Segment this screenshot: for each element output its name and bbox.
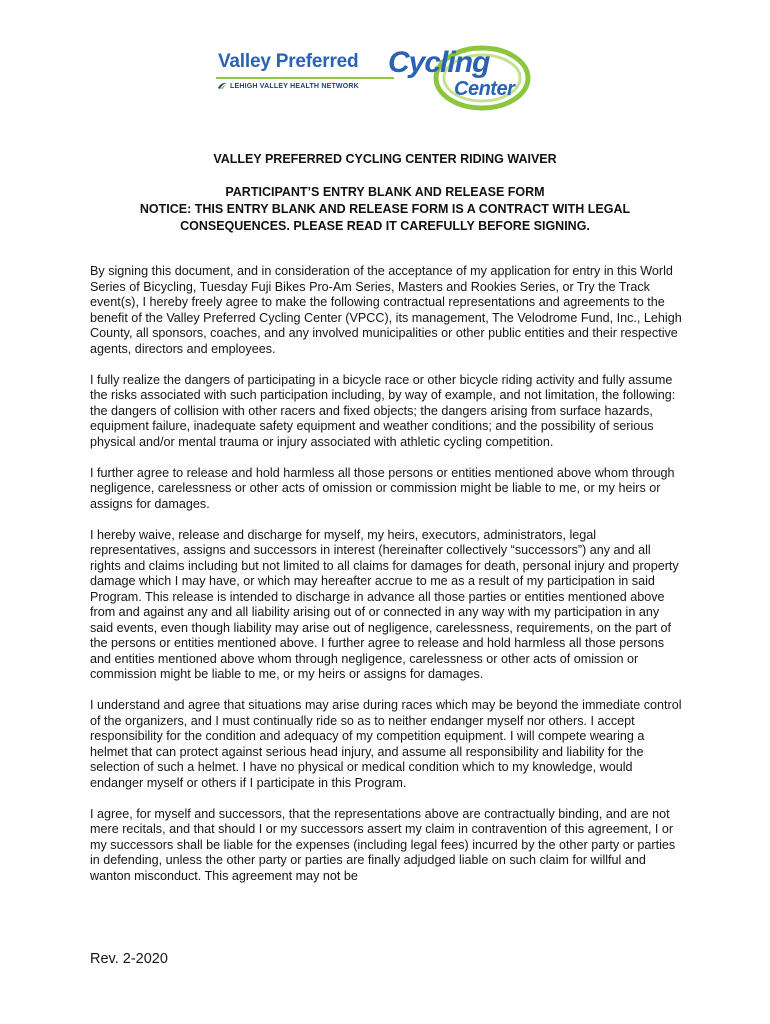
form-subtitle: PARTICIPANT’S ENTRY BLANK AND RELEASE FORM xyxy=(225,185,545,199)
paragraph-assumption-of-risk: I fully realize the dangers of participating in a bicycle race or other bicycle riding activity and fully assume the risks associated with such participation including, by way of example, and not limitation, the following: the dangers of collision with other racers and fixed objects; the dangers arising from surface hazards, equipment failure, inadequate safety equipment and weather conditions; and the possibility of serious physical and/or mental trauma or injury associated with athletic cycling competition. xyxy=(90,372,676,449)
waiver-body xyxy=(90,264,682,900)
paragraph-binding-agreement: I agree, for myself and successors, that the representations above are contractually binding, and are not mere recitals, and that should I or my successors assert my claim in contravention of this agreement, I or my successors shall be liable for the expenses (including legal fees) incurred by the other party or parties in defending, unless the other party or parties are finally adjudged liable on such claim for willful and wanton misconduct. This agreement may not be xyxy=(90,806,676,883)
logo-center: Center xyxy=(454,78,515,100)
paragraph-consideration: By signing this document, and in consideration of the acceptance of my application for entry in this World Series of Bicycling, Tuesday Fuji Bikes Pro-Am Series, Masters and Rookies Series, or Try the Track event(s), I hereby freely agree to make the following contractual representations and agreements to the benefit of the Valley Preferred Cycling Center (VPCC), its management, The Velodrome Fund, Inc., Lehigh County, all sponsors, coaches, and any involved municipalities or other public entities and their respective agents, directors and employees. xyxy=(90,264,682,356)
form-notice xyxy=(0,184,770,235)
notice-line-2: CONSEQUENCES. PLEASE READ IT CAREFULLY BEFORE SIGNING. xyxy=(180,219,590,233)
logo-divider xyxy=(216,77,394,79)
paragraph-waiver-release: I hereby waive, release and discharge for myself, my heirs, executors, administrators, legal representatives, assigns and successors in interest (hereinafter collectively “successors”) any and all rights and claims including but not limited to all claims for damages for death, personal injury and property damage which I may have, or which may hereafter accrue to me as a result of my participation in said Program. This release is intended to discharge in advance all those parties or entities mentioned above from and against any and all liability arising out of or connected in any way with my participation in any said events, even though liability may arise out of negligence, carelessness, requirements, on the part of the persons or entities mentioned above. I further agree to release and hold harmless all those persons and entities mentioned above whom through negligence, carelessness or other acts of omission or commission might be liable to me, or my heirs or assigns for damages. xyxy=(90,527,679,681)
logo-cycling: Cycling xyxy=(388,46,490,79)
paragraph-hold-harmless: I further agree to release and hold harmless all those persons or entities mentioned above whom through negligence, carelessness or other acts of omission or commission might be liable to me, or my heirs or assigns for damages. xyxy=(90,465,675,511)
valley-preferred-cycling-center-logo xyxy=(210,42,540,114)
paragraph-understanding: I understand and agree that situations may arise during races which may be beyond the immediate control of the organizers, and I must continually ride so as to neither endanger myself nor others. I accept responsibility for the condition and adequacy of my competition equipment. I will compete wearing a helmet that can protect against serious head injury, and assume all responsibility and liability for the selection of such a helmet. I have no physical or medical condition which to my knowledge, would endanger myself or others if I participate in this Program. xyxy=(90,698,682,790)
logo-network-line xyxy=(218,82,359,90)
waiver-title: VALLEY PREFERRED CYCLING CENTER RIDING WAIVER xyxy=(213,152,557,166)
logo-valley-preferred: Valley Preferred xyxy=(218,51,359,72)
notice-line-1: NOTICE: THIS ENTRY BLANK AND RELEASE FORM IS A CONTRACT WITH LEGAL xyxy=(139,202,631,216)
logo-network: LEHIGH VALLEY HEALTH NETWORK xyxy=(230,83,359,90)
lvhn-swoosh-icon xyxy=(218,82,227,89)
revision-label: Rev. 2-2020 xyxy=(90,951,168,967)
